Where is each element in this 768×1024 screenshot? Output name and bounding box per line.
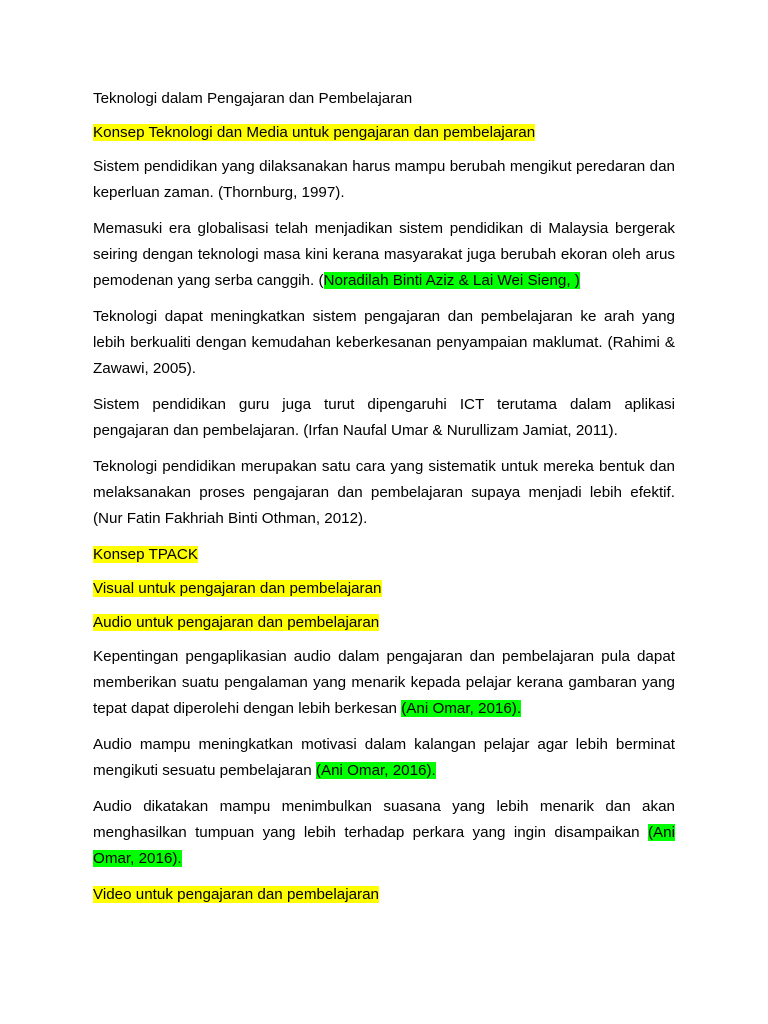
- paragraph-7-citation: (Ani Omar, 2016).: [315, 762, 436, 779]
- paragraph-3: Teknologi dapat meningkatkan sistem pengajaran dan pembelajaran ke arah yang lebih berkualiti dengan kemudahan keberkesanan penyampaian maklumat. (Rahimi & Zawawi, 2005).: [93, 308, 675, 377]
- paragraph-2: [93, 216, 675, 294]
- paragraph-6-citation: (Ani Omar, 2016).: [401, 700, 522, 717]
- paragraph-7-text: Audio mampu meningkatkan motivasi dalam kalangan pelajar agar lebih berminat mengikuti sesuatu pembelajaran: [93, 736, 675, 779]
- paragraph-2-text: Memasuki era globalisasi telah menjadikan sistem pendidikan di Malaysia bergerak seiring dengan teknologi masa kini kerana masyarakat juga berubah ekoran oleh arus pemodenan yang serba canggih. (: [93, 220, 675, 289]
- heading-konsep-media: [93, 120, 675, 146]
- heading-visual: [93, 576, 675, 602]
- paragraph-4: Sistem pendidikan guru juga turut dipengaruhi ICT terutama dalam aplikasi pengajaran dan pembelajaran. (Irfan Naufal Umar & Nurullizam Jamiat, 2011).: [93, 396, 675, 439]
- document-page: [93, 86, 675, 916]
- heading-video-text: Video untuk pengajaran dan pembelajaran: [93, 886, 379, 903]
- paragraph-8-text: Audio dikatakan mampu menimbulkan suasana yang lebih menarik dan akan menghasilkan tumpuan yang lebih terhadap perkara yang ingin disampaikan: [93, 798, 675, 841]
- heading-tpack-text: Konsep TPACK: [93, 546, 198, 563]
- heading-audio: [93, 610, 675, 636]
- paragraph-8: [93, 794, 675, 872]
- paragraph-2-citation: Noradilah Binti Aziz & Lai Wei Sieng, ): [323, 272, 580, 289]
- paragraph-1: Sistem pendidikan yang dilaksanakan harus mampu berubah mengikut peredaran dan keperluan zaman. (Thornburg, 1997).: [93, 158, 675, 201]
- heading-visual-text: Visual untuk pengajaran dan pembelajaran: [93, 580, 382, 597]
- paragraph-6: [93, 644, 675, 722]
- heading-tpack: [93, 542, 675, 568]
- paragraph-8-citation: (Ani Omar, 2016).: [93, 824, 675, 867]
- heading-audio-text: Audio untuk pengajaran dan pembelajaran: [93, 614, 380, 631]
- heading-video: [93, 882, 675, 908]
- heading-konsep-media-text: Konsep Teknologi dan Media untuk pengajaran dan pembelajaran: [93, 124, 536, 141]
- paragraph-7: [93, 732, 675, 784]
- paragraph-5: Teknologi pendidikan merupakan satu cara yang sistematik untuk mereka bentuk dan melaksanakan proses pengajaran dan pembelajaran supaya menjadi lebih efektif. (Nur Fatin Fakhriah Binti Othman, 2012).: [93, 458, 675, 527]
- paragraph-6-text: Kepentingan pengaplikasian audio dalam pengajaran dan pembelajaran pula dapat memberikan suatu pengalaman yang menarik kepada pelajar kerana gambaran yang tepat dapat diperolehi dengan lebih berkesan: [93, 648, 675, 717]
- document-title: Teknologi dalam Pengajaran dan Pembelajaran: [93, 90, 413, 107]
